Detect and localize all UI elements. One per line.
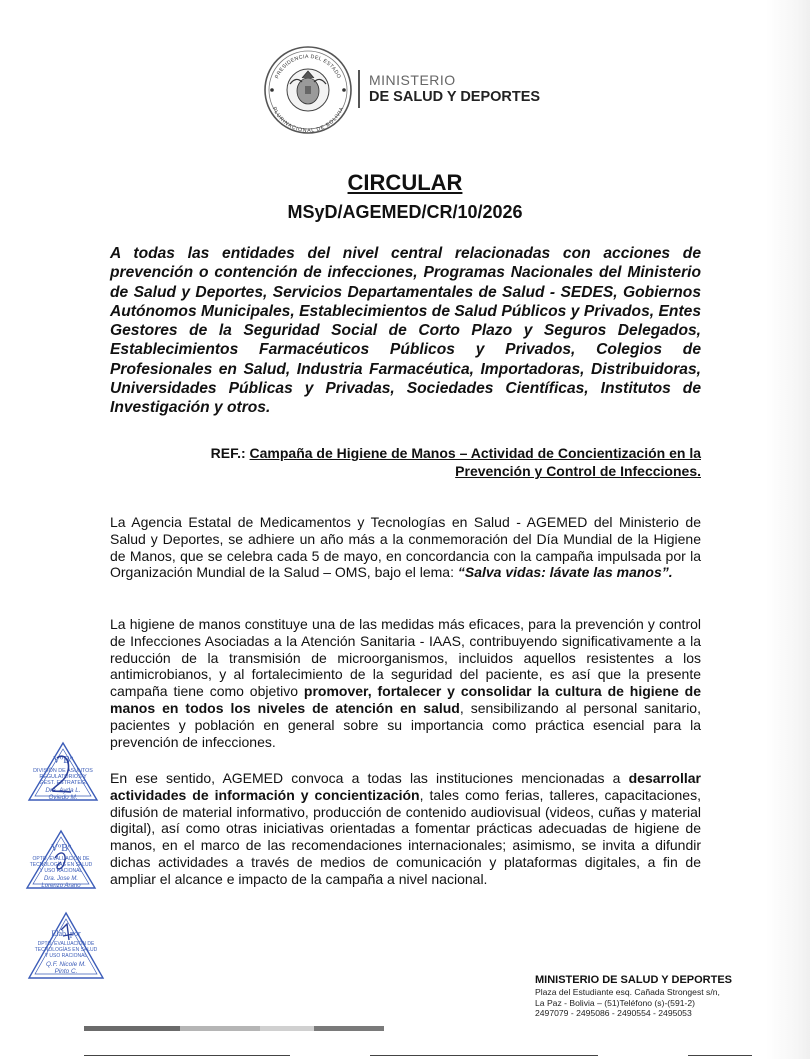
footer-decorative-bar <box>84 1026 384 1031</box>
bottom-rule-3 <box>688 1055 752 1056</box>
campaign-slogan: “Salva vidas: lávate las manos”. <box>457 564 673 581</box>
stamp-3-vobo: Elab. por <box>51 929 81 938</box>
stamp-3-unit-line3: Y USO RACIONAL <box>44 953 88 959</box>
bottom-rule-1 <box>84 1055 290 1056</box>
paragraph-3-call: desarrollar actividades de información y concientización <box>110 770 701 803</box>
document-title: CIRCULAR <box>347 170 463 195</box>
paragraph-3-text-end: , tales como ferias, talleres, capacitaciones, difusión de material informativo, producción de contenido audiovisual (videos, cuñas y material digital), así como otras iniciativas orientadas a fomentar prácticas adecuadas de higiene de manos, en el marco de las recomendaciones internacionales; asimismo, se invita a difundir dichas actividades a través de medios de comunicación y plataformas digitales, a fin de ampliar el alcance e impacto de la campaña a nivel nacional. <box>110 786 701 887</box>
ministry-logo-text <box>369 72 540 106</box>
reference-subject-line1: Campaña de Higiene de Manos – Actividad de Concientización en la <box>249 445 701 461</box>
bar-segment-dark <box>84 1026 180 1031</box>
seal-text-top: PRESIDENCIA DEL ESTADO <box>274 53 342 80</box>
paragraph-2-text: La higiene de manos constituye una de las medidas más eficaces, para la prevención y control de Infecciones Asociadas a la Atención Sanitaria - IAAS, contribuyendo significativamente a la reducción de la transmisión de microorganismos, incluidos aquellos resistentes a los antimicrobianos, y al fortalecimiento de la seguridad del paciente, es así que la presente campaña tiene como objetivo <box>110 616 701 700</box>
stamp-1-person-line2: Oviedo M. <box>48 794 78 801</box>
bottom-rule-2 <box>370 1055 598 1056</box>
bar-segment-light <box>180 1026 260 1031</box>
stamp-1-unit-line2: REGULATORIOS Y <box>39 774 87 780</box>
addressee-block: A todas las entidades del nivel central relacionadas con acciones de prevención o contención de infecciones, Programas Nacionales del Ministerio de Salud y Deportes, Servicios Departamentales de Salud - SEDES, Gobiernos Autónomos Municipales, Establecimientos de Salud Públicos y Privados, Entes Gestores de la Seguridad Social de Corto Plazo y Seguros Delegados, Establecimientos Farmacéuticos Públicos y Privados, Colegios de Profesionales en Salud, Industria Farmacéutica, Importadoras, Distribuidoras, Universidades Públicas y Privadas, Sociedades Científicas, Institutos de Investigación y otros. <box>110 245 701 417</box>
paragraph-2-text-end: , sensibilizando al personal sanitario, pacientes y población en general sobre su importancia como práctica esencial para la prevención de infecciones. <box>110 699 701 750</box>
stamp-3-person-line1: Q.F. Nicole M. <box>45 961 87 968</box>
footer-address-line2: La Paz - Bolivia – (51)Teléfono (s)-(591-2) <box>535 997 696 1008</box>
approval-stamp-2 <box>25 828 97 906</box>
bar-segment-mid <box>314 1026 384 1031</box>
approval-stamp-1 <box>27 740 99 818</box>
stamp-2-unit-line2: TECNOLOGÍAS EN SALUD <box>29 862 93 868</box>
footer-address-line1: Plaza del Estudiante esq. Cañada Strongest s/n, <box>535 987 720 997</box>
reference-label: REF.: <box>210 445 246 461</box>
reference-subject-line2: Prevención y Control de Infecciones. <box>455 463 701 479</box>
page-edge-shadow <box>766 0 810 1059</box>
stamp-3-person-line2: Pinto C. <box>54 968 78 975</box>
paragraph-1-text: La Agencia Estatal de Medicamentos y Tecnologías en Salud - AGEMED del Ministerio de Salud y Deportes, se adhiere un año más a la conmemoración del Día Mundial de la Higiene de Manos, que se celebra cada 5 de mayo, en concordancia con la campaña impulsada por la Organización Mundial de la Salud – OMS, bajo el lema: <box>110 514 701 581</box>
stamp-2-unit-line3: Y USO RACIONAL <box>39 868 83 874</box>
footer-phones: 2497079 - 2495086 - 2490554 - 2495053 <box>535 1008 692 1019</box>
paragraph-2-objective: promover, fortalecer y consolidar la cultura de higiene de manos en todos los niveles de atención en salud <box>110 683 701 716</box>
stamp-1-unit-line1: DIVISIÓN DE ASUNTOS <box>33 768 93 774</box>
presidential-seal-icon <box>262 44 354 136</box>
seal-text-bottom: PLURINACIONAL DE BOLIVIA <box>270 106 346 135</box>
body-paragraph-3 <box>110 770 701 888</box>
approval-stamp-3 <box>27 910 105 988</box>
ministry-line2: DE SALUD Y DEPORTES <box>369 89 541 105</box>
footer-ministry-name: MINISTERIO DE SALUD Y DEPORTES <box>535 974 733 986</box>
footer-address <box>535 974 765 1019</box>
stamp-1-person-line1: Dra. Ayda L. <box>45 787 81 794</box>
bar-segment-lighter <box>260 1026 314 1031</box>
stamp-2-vobo: VºBº <box>50 843 72 854</box>
stamp-1-unit-line3: GEST. ESTRATEG. <box>39 780 87 786</box>
body-paragraph-1 <box>110 514 701 581</box>
circular-code: MSyD/AGEMED/CR/10/2026 <box>287 202 523 222</box>
paragraph-3-text: En ese sentido, AGEMED convoca a todas las instituciones mencionadas a <box>110 770 629 786</box>
stamp-2-person-line1: Dra. Jose M. <box>43 876 79 882</box>
body-paragraph-2 <box>110 616 701 750</box>
header-divider <box>358 70 360 108</box>
reference-block <box>180 444 701 480</box>
ministry-line1: MINISTERIO <box>369 72 456 88</box>
stamp-2-person-line2: Lorenzo Arano <box>41 883 81 889</box>
stamp-2-unit-line1: OPTO. EVALUACIÓN DE <box>32 856 90 862</box>
stamp-3-unit-line2: TECNOLOGÍAS EN SALUD <box>34 947 98 953</box>
stamp-1-vobo: VºBº <box>52 755 74 766</box>
stamp-3-unit-line1: DPTO. EVALUACIÓN DE <box>37 941 95 947</box>
